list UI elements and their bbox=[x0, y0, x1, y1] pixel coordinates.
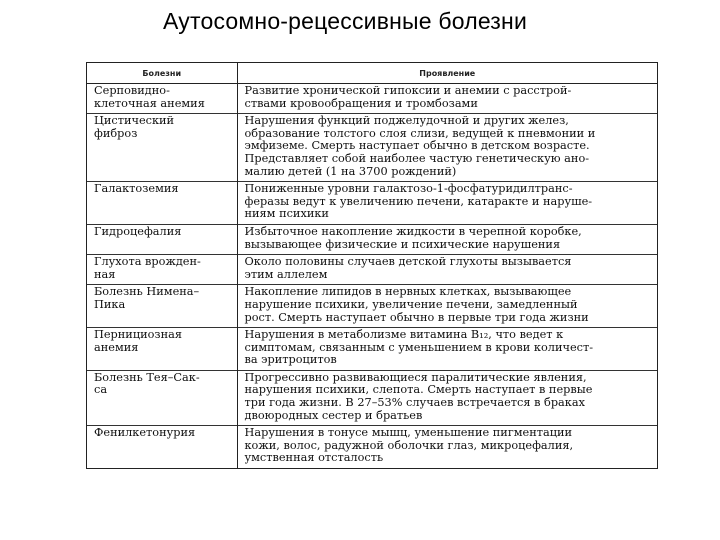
diseases-table bbox=[87, 63, 657, 468]
disease-manifestation: Нарушения в тонусе мышц, уменьшение пигментации кожи, волос, радужной оболочки глаз, микроцефалия, умственная отсталость bbox=[237, 426, 657, 468]
table-row bbox=[87, 182, 657, 225]
disease-name: Цистический фиброз bbox=[87, 114, 237, 182]
table-row bbox=[87, 114, 657, 182]
disease-name: Фенилкетонурия bbox=[87, 426, 237, 468]
disease-manifestation: Около половины случаев детской глухоты вызывается этим аллелем bbox=[237, 255, 657, 285]
disease-manifestation: Пониженные уровни галактозо-1-фосфатуридилтранс- феразы ведут к увеличению печени, катаракте и наруше- ниям психики bbox=[237, 182, 657, 225]
disease-manifestation: Избыточное накопление жидкости в черепной коробке, вызывающее физические и психические нарушения bbox=[237, 224, 657, 254]
table-row bbox=[87, 224, 657, 254]
disease-name: Пернициозная анемия bbox=[87, 328, 237, 371]
column-header-manifestation: Проявление bbox=[237, 63, 657, 84]
diseases-table-frame bbox=[86, 62, 658, 469]
slide-title: Аутосомно-рецессивные болезни bbox=[163, 8, 527, 34]
disease-name: Глухота врожден- ная bbox=[87, 255, 237, 285]
disease-name: Серповидно- клеточная анемия bbox=[87, 84, 237, 114]
disease-name: Болезнь Тея–Сак- са bbox=[87, 370, 237, 425]
table-row bbox=[87, 255, 657, 285]
table-header-row bbox=[87, 63, 657, 84]
table-row bbox=[87, 328, 657, 371]
disease-name: Гидроцефалия bbox=[87, 224, 237, 254]
table-row bbox=[87, 285, 657, 328]
disease-manifestation: Накопление липидов в нервных клетках, вызывающее нарушение психики, увеличение печени, замедленный рост. Смерть наступает обычно в первые три года жизни bbox=[237, 285, 657, 328]
disease-manifestation: Нарушения функций поджелудочной и других желез, образование толстого слоя слизи, ведущей к пневмонии и эмфиземе. Смерть наступает обычно в детском возрасте. Представляет собой наиболее частую генетическую ано- малию детей (1 на 3700 рождений) bbox=[237, 114, 657, 182]
disease-name: Галактоземия bbox=[87, 182, 237, 225]
disease-manifestation: Нарушения в метаболизме витамина B₁₂, что ведет к симптомам, связанным с уменьшением в крови количест- ва эритроцитов bbox=[237, 328, 657, 371]
disease-manifestation: Развитие хронической гипоксии и анемии с расстрой- ствами кровообращения и тромбозами bbox=[244, 84, 572, 110]
table-row bbox=[87, 426, 657, 468]
table-row bbox=[87, 84, 657, 114]
column-header-disease: Болезни bbox=[87, 63, 237, 84]
table-row bbox=[87, 370, 657, 425]
disease-manifestation: Прогрессивно развивающиеся паралитические явления, нарушения психики, слепота. Смерть наступает в первые три года жизни. В 27–53% случаев встречается в браках двоюродных сестер и братьев bbox=[237, 370, 657, 425]
disease-name: Болезнь Нимена– Пика bbox=[87, 285, 237, 328]
